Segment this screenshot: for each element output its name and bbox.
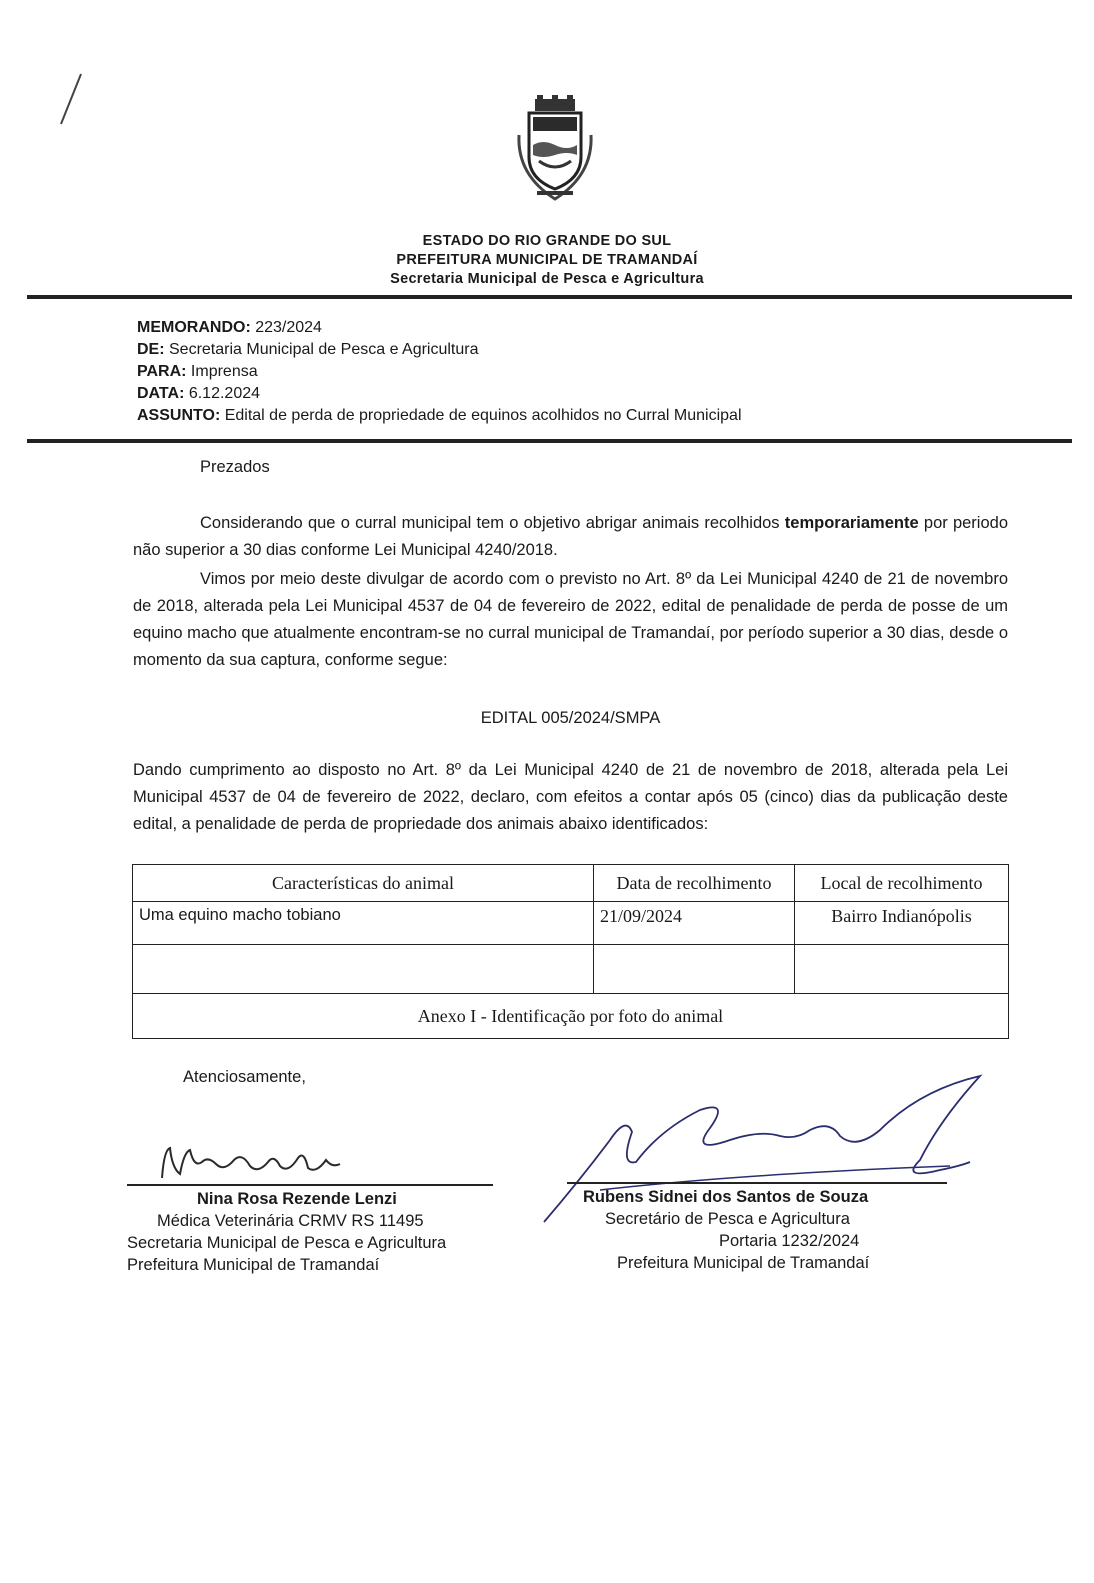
cell-location: Bairro Indianópolis xyxy=(795,902,1009,945)
memo-to-row: PARA: Imprensa xyxy=(137,363,258,380)
letterhead xyxy=(0,232,1094,289)
signature-line xyxy=(127,1184,493,1186)
left-signatory-role: Médica Veterinária CRMV RS 11495 xyxy=(157,1212,424,1230)
right-signatory-portaria: Portaria 1232/2024 xyxy=(719,1232,860,1250)
left-signatory-dept: Secretaria Municipal de Pesca e Agricultura xyxy=(127,1234,447,1252)
municipal-crest-logo xyxy=(515,95,595,205)
left-handwritten-signature xyxy=(150,1138,360,1190)
cell-date: 21/09/2024 xyxy=(594,902,795,945)
left-signatory-org: Prefeitura Municipal de Tramandaí xyxy=(127,1256,380,1274)
right-signatory-name: Rubens Sidnei dos Santos de Souza xyxy=(583,1188,869,1206)
closing-salutation: Atenciosamente, xyxy=(183,1068,306,1086)
cell-empty xyxy=(795,945,1009,994)
cell-characteristics: Uma equino macho tobiano xyxy=(133,902,594,945)
left-signatory-name: Nina Rosa Rezende Lenzi xyxy=(197,1190,397,1208)
memo-date-row: DATA: 6.12.2024 xyxy=(137,385,261,402)
col-header-characteristics: Características do animal xyxy=(133,865,594,902)
table-row xyxy=(133,902,1009,945)
memo-subject-row: ASSUNTO: Edital de perda de propriedade de equinos acolhidos no Curral Municipal xyxy=(137,407,742,424)
letterhead-secretariat: Secretaria Municipal de Pesca e Agricultura xyxy=(390,271,704,287)
cell-empty xyxy=(594,945,795,994)
right-signatory-org: Prefeitura Municipal de Tramandaí xyxy=(617,1254,870,1272)
left-signatory xyxy=(127,1188,497,1276)
col-header-location: Local de recolhimento xyxy=(795,865,1009,902)
pen-stroke-mark xyxy=(55,70,85,130)
memo-block xyxy=(137,317,742,427)
paragraph-1: Considerando que o curral municipal tem o objetivo abrigar animais recolhidos temporariamente por periodo não superior a 30 dias conforme Lei Municipal 4240/2018. xyxy=(133,514,1008,559)
animals-table xyxy=(132,864,1009,1039)
right-signatory xyxy=(567,1186,947,1274)
letterhead-state: ESTADO DO RIO GRANDE DO SUL xyxy=(422,233,672,249)
memo-from-row: DE: Secretaria Municipal de Pesca e Agricultura xyxy=(137,341,479,358)
cell-empty xyxy=(133,945,594,994)
paragraph-3: Dando cumprimento ao disposto no Art. 8º da Lei Municipal 4240 de 21 de novembro de 2018, alterada pela Lei Municipal 4537 de 04 de fevereiro de 2022, declaro, com efeitos a contar após 05 (cinco) dias da publicação deste edital, a penalidade de perda de propriedade dos animais abaixo identificados: xyxy=(133,761,1008,833)
memo-number-row: MEMORANDO: 223/2024 xyxy=(137,319,322,336)
letterhead-prefecture: PREFEITURA MUNICIPAL DE TRAMANDAÍ xyxy=(396,252,698,268)
table-annex-row xyxy=(133,994,1009,1039)
annex-label: Anexo I - Identificação por foto do animal xyxy=(133,994,1009,1039)
signature-line xyxy=(567,1182,947,1184)
greeting: Prezados xyxy=(200,458,270,476)
table-header-row xyxy=(133,865,1009,902)
header-divider xyxy=(27,295,1072,299)
edital-title: EDITAL 005/2024/SMPA xyxy=(480,709,661,727)
memo-divider xyxy=(27,439,1072,443)
right-signatory-role: Secretário de Pesca e Agricultura xyxy=(605,1210,850,1228)
col-header-date: Data de recolhimento xyxy=(594,865,795,902)
table-row-empty xyxy=(133,945,1009,994)
paragraph-2: Vimos por meio deste divulgar de acordo com o previsto no Art. 8º da Lei Municipal 4240 de 21 de novembro de 2018, alterada pela Lei Municipal 4537 de 04 de fevereiro de 2022, edital de penalidade de perda de posse de um equino macho que atualmente encontram-se no curral municipal de Tramandaí, por período superior a 30 dias, desde o momento da sua captura, conforme segue: xyxy=(133,570,1008,669)
